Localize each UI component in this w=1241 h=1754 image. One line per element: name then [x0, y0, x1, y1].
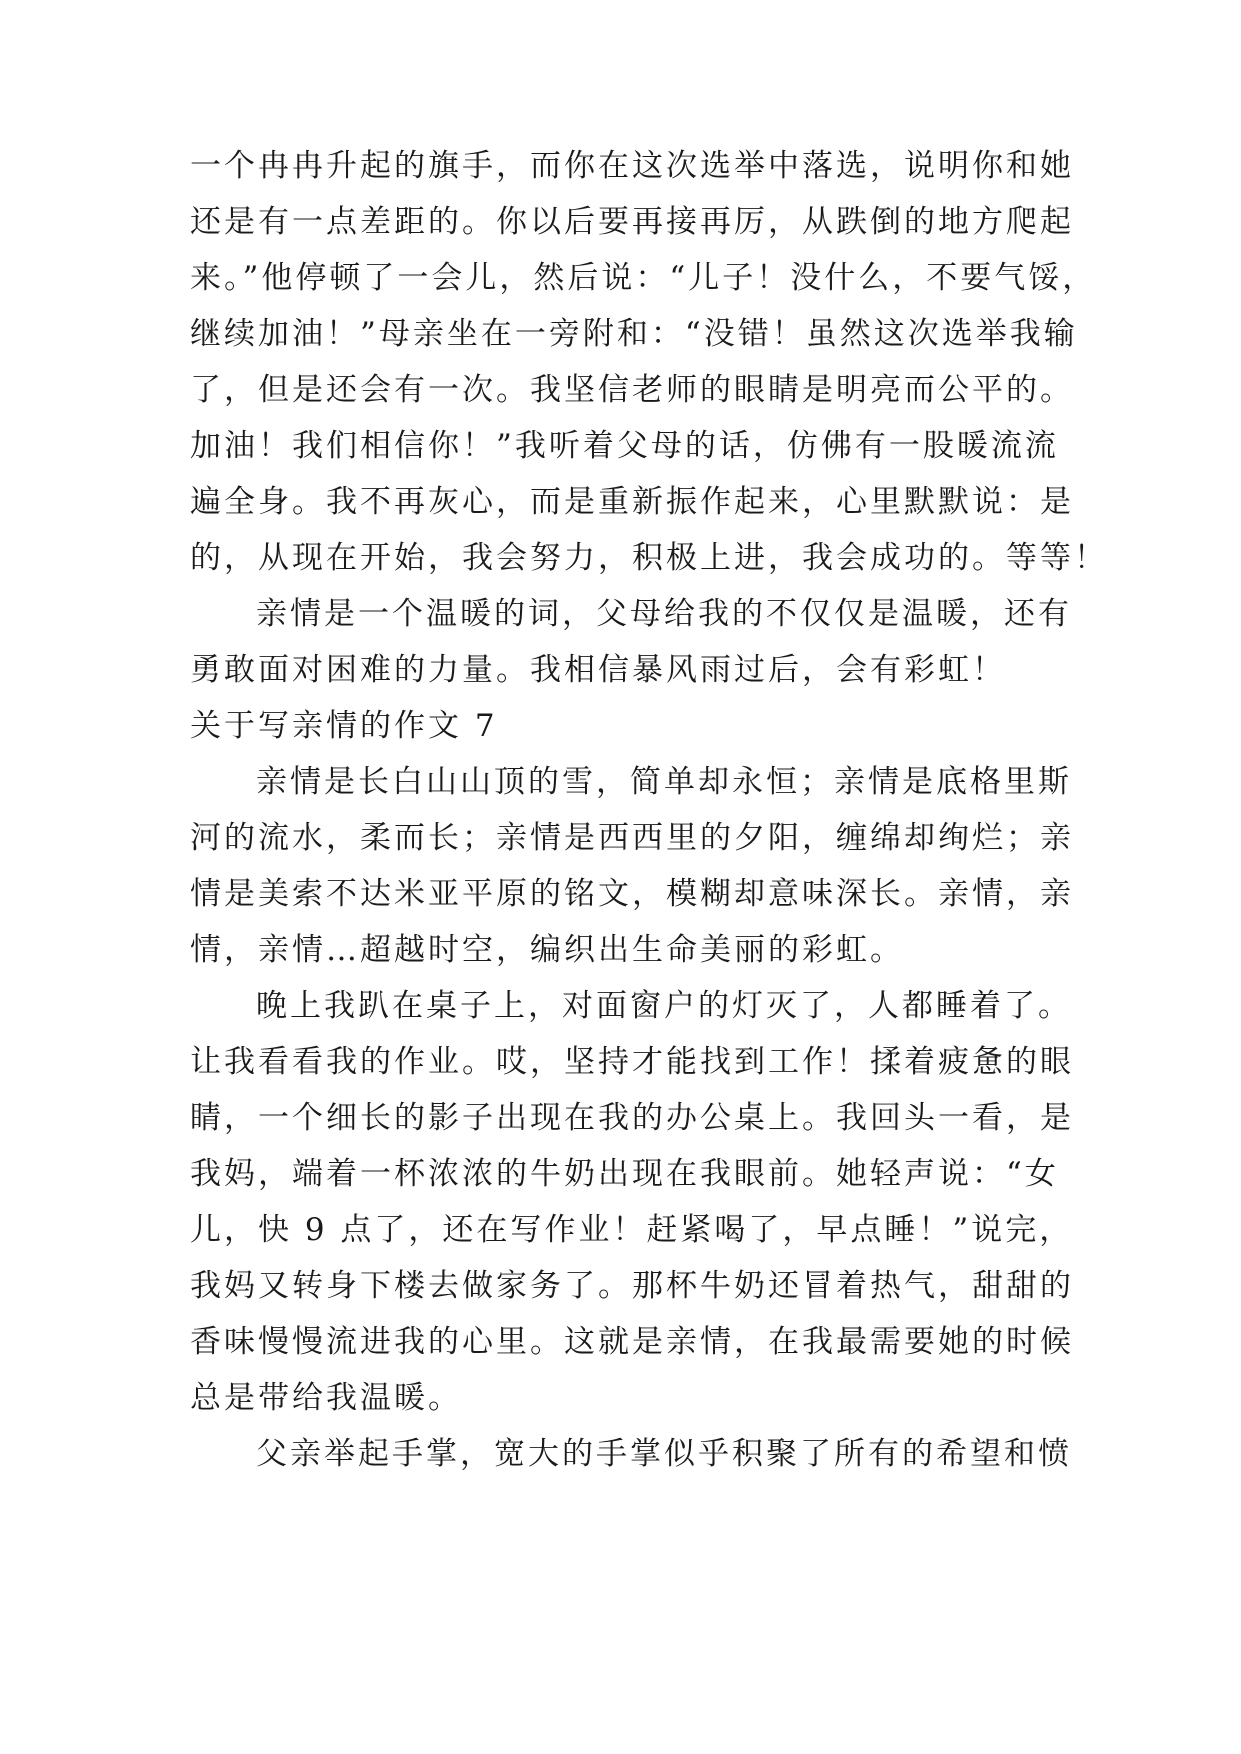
text-line: 我妈，端着一杯浓浓的牛奶出现在我眼前。她轻声说：“女: [190, 1156, 1059, 1192]
text-line: 加油！我们相信你！”我听着父母的话，仿佛有一股暖流流: [190, 428, 1059, 464]
text-line: 我妈又转身下楼去做家务了。那杯牛奶还冒着热气，甜甜的: [190, 1268, 1074, 1304]
text-line: 睛，一个细长的影子出现在我的办公桌上。我回头一看，是: [190, 1100, 1074, 1136]
text-line: 继续加油！”母亲坐在一旁附和：“没错！虽然这次选举我输: [190, 316, 1078, 352]
text-line: 香味慢慢流进我的心里。这就是亲情，在我最需要她的时候: [190, 1324, 1074, 1360]
text-line: 总是带给我温暖。: [190, 1380, 462, 1416]
text-line: 让我看看我的作业。哎，坚持才能找到工作！揉着疲惫的眼: [190, 1044, 1074, 1080]
section-heading: 关于写亲情的作文 7: [190, 708, 498, 744]
text-line: 的，从现在开始，我会努力，积极上进，我会成功的。等等！: [190, 540, 1108, 576]
text-line: 勇敢面对困难的力量。我相信暴风雨过后，会有彩虹！: [190, 652, 1006, 688]
text-line: 河的流水，柔而长；亲情是西西里的夕阳，缠绵却绚烂；亲: [190, 820, 1074, 856]
text-line: 一个冉冉升起的旗手，而你在这次选举中落选，说明你和她: [190, 148, 1074, 184]
text-line: 还是有一点差距的。你以后要再接再厉，从跌倒的地方爬起: [190, 204, 1074, 240]
text-line: 情是美索不达米亚平原的铭文，模糊却意味深长。亲情，亲: [190, 876, 1074, 912]
paragraph-first-line: 晚上我趴在桌子上，对面窗户的灯灭了，人都睡着了。: [256, 988, 1072, 1024]
text-line: 遍全身。我不再灰心，而是重新振作起来，心里默默说：是: [190, 484, 1074, 520]
text-line: 了，但是还会有一次。我坚信老师的眼睛是明亮而公平的。: [190, 372, 1074, 408]
paragraph-first-line: 亲情是长白山山顶的雪，简单却永恒；亲情是底格里斯: [256, 764, 1072, 800]
text-line: 情，亲情…超越时空，编织出生命美丽的彩虹。: [190, 932, 904, 968]
text-line: 儿，快 9 点了，还在写作业！赶紧喝了，早点睡！”说完，: [190, 1212, 1074, 1248]
text-line: 来。”他停顿了一会儿，然后说：“儿子！没什么，不要气馁，: [190, 260, 1097, 296]
paragraph-first-line: 亲情是一个温暖的词，父母给我的不仅仅是温暖，还有: [256, 596, 1072, 632]
paragraph-first-line: 父亲举起手掌，宽大的手掌似乎积聚了所有的希望和愤: [256, 1436, 1072, 1472]
